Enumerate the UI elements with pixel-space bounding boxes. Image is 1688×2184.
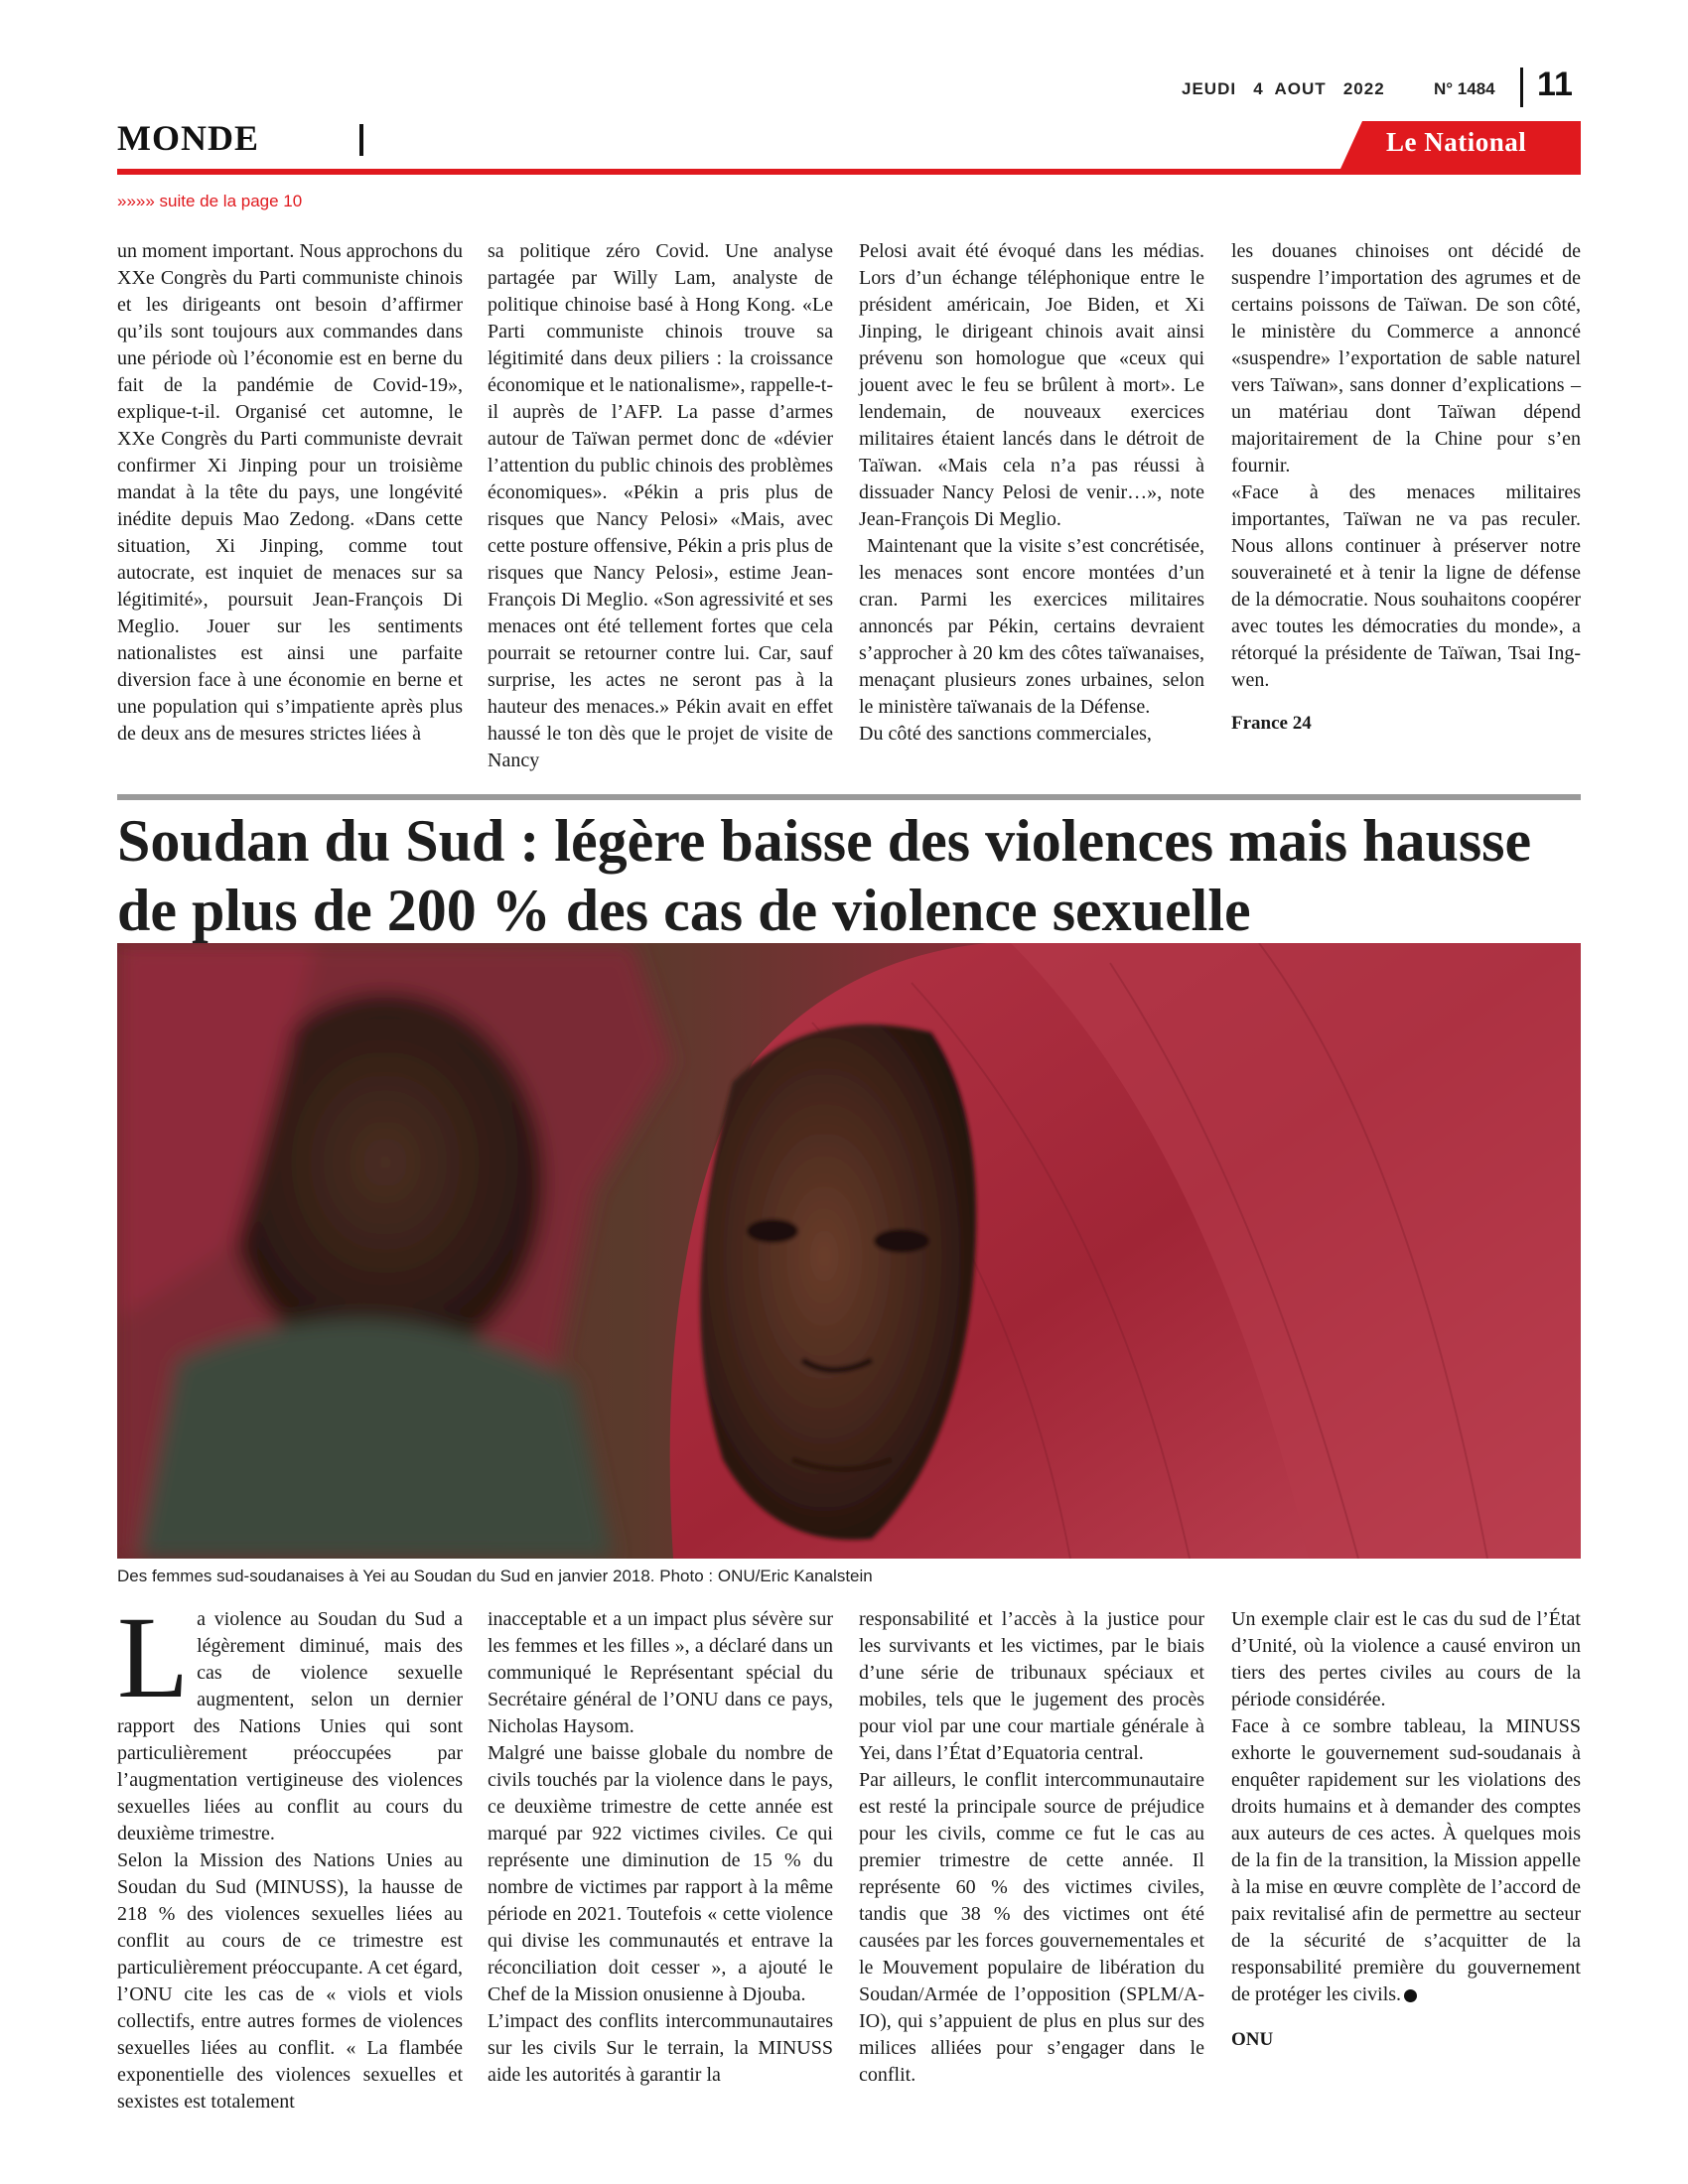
- article1-column-4: [1231, 238, 1581, 737]
- article2-column-3: [859, 1606, 1204, 2089]
- brand-name: Le National: [1386, 127, 1527, 157]
- article2-col3-p1: responsabilité et l’accès à la justice pour les survivants et les victimes, par le biais d’une série de tribunaux spéciaux et mobiles, tels que le jugement des procès pour viol par une cour martiale générale à Yei, dans l’État d’Equatoria central.: [859, 1608, 1204, 1764]
- article1-col3-p3: Du côté des sanctions commerciales,: [859, 723, 1152, 745]
- photo-women-red-scarves: [117, 943, 1581, 1559]
- drop-cap: L: [117, 1592, 190, 1722]
- article1-source: France 24: [1231, 713, 1312, 734]
- article1-col3-p1: Pelosi avait été évoqué dans les médias. Lors d’un échange téléphonique entre le président américain, Joe Biden, et Xi Jinping, le dirigeant chinois avait ainsi prévenu son homologue que «ceux qui jouent avec le feu se brûlent à mort». Le lendemain, de nouveaux exercices militaires étaient lancés dans le détroit de Taïwan. «Mais cela n’a pas réussi à dissuader Nancy Pelosi de venir…», note Jean-François Di Meglio.: [859, 240, 1204, 530]
- article2-col3-p2: Par ailleurs, le conflit intercommunautaire est resté la principale source de préjudice pour les civils, comme ce fut le cas au premier trimestre de cette année. Il représente 60 % des victimes civiles, tandis que 38 % des victimes ont été causées par les forces gouvernementales et le Mouvement populaire de libération du Soudan/Armée de l’opposition (SPLM/A-IO), qui s’appuient de plus en plus sur des milices alliées pour s’engager dans le conflit.: [859, 1769, 1204, 2086]
- article1-column-2: [488, 238, 833, 774]
- article2-col2-p1: inacceptable et a un impact plus sévère sur les femmes et les filles », a déclaré dans un communiqué le Représentant spécial du Secrétaire général de l’ONU dans ce pays, Nicholas Haysom.: [488, 1608, 833, 1737]
- photo-caption: Des femmes sud-soudanaises à Yei au Soudan du Sud en janvier 2018. Photo : ONU/Eric Kanalstein: [117, 1567, 873, 1585]
- article1-col1-text: un moment important. Nous approchons du XXe Congrès du Parti communiste chinois et les dirigeants ont besoin d’affirmer qu’ils sont toujours aux commandes dans une période où l’économie est en berne du fait de la pandémie de Covid-19», explique-t-il. Organisé cet automne, le XXe Congrès du Parti communiste devrait confirmer Xi Jinping pour un troisième mandat à la tête du pays, une longévité inédite depuis Mao Zedong. «Dans cette situation, Xi Jinping, comme tout autocrate, est inquiet de menaces sur sa légitimité», poursuit Jean-François Di Meglio. Jouer sur les sentiments nationalistes est ainsi une parfaite diversion face à une économie en berne et une population qui s’impatiente après plus de deux ans de mesures strictes liées à: [117, 240, 463, 745]
- continuation-note: »»»» suite de la page 10: [117, 192, 303, 210]
- article1-column-3: [859, 238, 1204, 748]
- article1-col2-text: sa politique zéro Covid. Une analyse partagée par Willy Lam, analyste de politique chinoise basé à Hong Kong. «Le Parti communiste chinois trouve sa légitimité dans deux piliers : la croissance économique et le nationalisme», rappelle-t-il auprès de l’AFP. La passe d’armes autour de Taïwan permet donc de «dévier l’attention du public chinois des problèmes économiques». «Pékin a pris plus de risques que Nancy Pelosi» «Mais, avec cette posture offensive, Pékin a pris plus de risques que Nancy Pelosi», estime Jean-François Di Meglio. «Son agressivité et ses menaces ont été tellement fortes que cela pourrait se retourner contre lui. Car, sauf surprise, les actes ne seront pas à la hauteur des menaces.» Pékin avait en effet haussé le ton dès que le projet de visite de Nancy: [488, 240, 833, 771]
- header-divider: [1520, 68, 1523, 107]
- article2-source: ONU: [1231, 2029, 1274, 2050]
- article2-column-4: [1231, 1606, 1581, 2053]
- article1-column-1: [117, 238, 463, 748]
- header-rule: [117, 169, 1581, 175]
- section-divider: [359, 124, 363, 156]
- article2-col1-p1: [117, 1592, 463, 1847]
- article2-headline: Soudan du Sud : légère baisse des violences mais hausse de plus de 200 % des cas de violence sexuelle: [117, 808, 1532, 943]
- article2-col1-p2: Selon la Mission des Nations Unies au Soudan du Sud (MINUSS), la hausse de 218 % des violences sexuelles liées au conflit au cours de ce trimestre est particulièrement préoccupante. A cet égard, l’ONU cite les cas de « viols et viols collectifs, entre autres formes de violences sexuelles liées au conflit. « La flambée exponentielle des violences sexuelles et sexistes est totalement: [117, 1849, 463, 2113]
- article2-column-2: [488, 1606, 833, 2089]
- section-title: MONDE: [117, 118, 259, 158]
- article2-col2-p3: L’impact des conflits intercommunautaires sur les civils Sur le terrain, la MINUSS aide les autorités à garantir la: [488, 2010, 833, 2086]
- article1-col3-p2: Maintenant que la visite s’est concrétisée, les menaces sont encore montées d’un cran. Parmi les exercices militaires annoncés par Pékin, certains devraient s’approcher à 20 km des côtes taïwanaises, menaçant plusieurs zones urbaines, selon le ministère taïwanais de la Défense.: [859, 535, 1204, 718]
- article1-col4-p1: les douanes chinoises ont décidé de suspendre l’importation des agrumes et de certains poissons de Taïwan. De son côté, le ministère du Commerce a annoncé «suspendre» l’exportation de sable naturel vers Taïwan», sans donner d’explications – un matériau dont Taïwan dépend majoritairement de la Chine pour s’en fournir.: [1231, 240, 1581, 477]
- end-of-article-icon: [1404, 1989, 1417, 2002]
- article2-photo: [117, 943, 1581, 1559]
- page-number: 11: [1537, 66, 1573, 103]
- article2-col2-p2: Malgré une baisse globale du nombre de civils touchés par la violence dans le pays, ce deuxième trimestre de cette année est marqué par 922 victimes civiles. Ce qui représente une diminution de 15 % du nombre de victimes par rapport à la même période en 2021. Toutefois « cette violence qui divise les communautés et entrave la réconciliation doit cesser », a ajouté le Chef de la Mission onusienne à Djouba.: [488, 1742, 833, 2005]
- article2-column-1: [117, 1592, 463, 2116]
- article2-col1-p1-text: a violence au Soudan du Sud a légèrement diminué, mais des cas de violence sexuelle augmentent, selon un dernier rapport des Nations Unies qui sont particulièrement préoccupées par l’augmentation vertigineuse des violences sexuelles liées au conflit au cours du deuxième trimestre.: [117, 1608, 463, 1844]
- issue-number: N° 1484: [1434, 79, 1495, 98]
- article2-col4-p1: Un exemple clair est le cas du sud de l’État d’Unité, où la violence a causé environ un tiers des pertes civiles au cours de la période considérée.: [1231, 1608, 1581, 1710]
- article2-col4-p2-text: Face à ce sombre tableau, la MINUSS exhorte le gouvernement sud-soudanais à enquêter rapidement sur les violations des droits humains et à demander des comptes aux auteurs de ces actes. À quelques mois de la fin de la transition, la Mission appelle à la mise en œuvre complète de l’accord de paix revitalisé afin de permettre au secteur de la sécurité de s’acquitter de la responsabilité première du gouvernement de protéger les civils.: [1231, 1715, 1581, 2005]
- article1-col4-p2: «Face à des menaces militaires importantes, Taïwan ne va pas reculer. Nous allons continuer à préserver notre souveraineté et à tenir la ligne de défense de la démocratie. Nous souhaitons coopérer avec toutes les démocraties du monde», a rétorqué la présidente de Taïwan, Tsai Ing-wen.: [1231, 481, 1581, 691]
- article-separator: [117, 794, 1581, 800]
- issue-date: JEUDI 4 AOUT 2022: [1182, 79, 1385, 98]
- article2-col4-p2: [1231, 1713, 1581, 2008]
